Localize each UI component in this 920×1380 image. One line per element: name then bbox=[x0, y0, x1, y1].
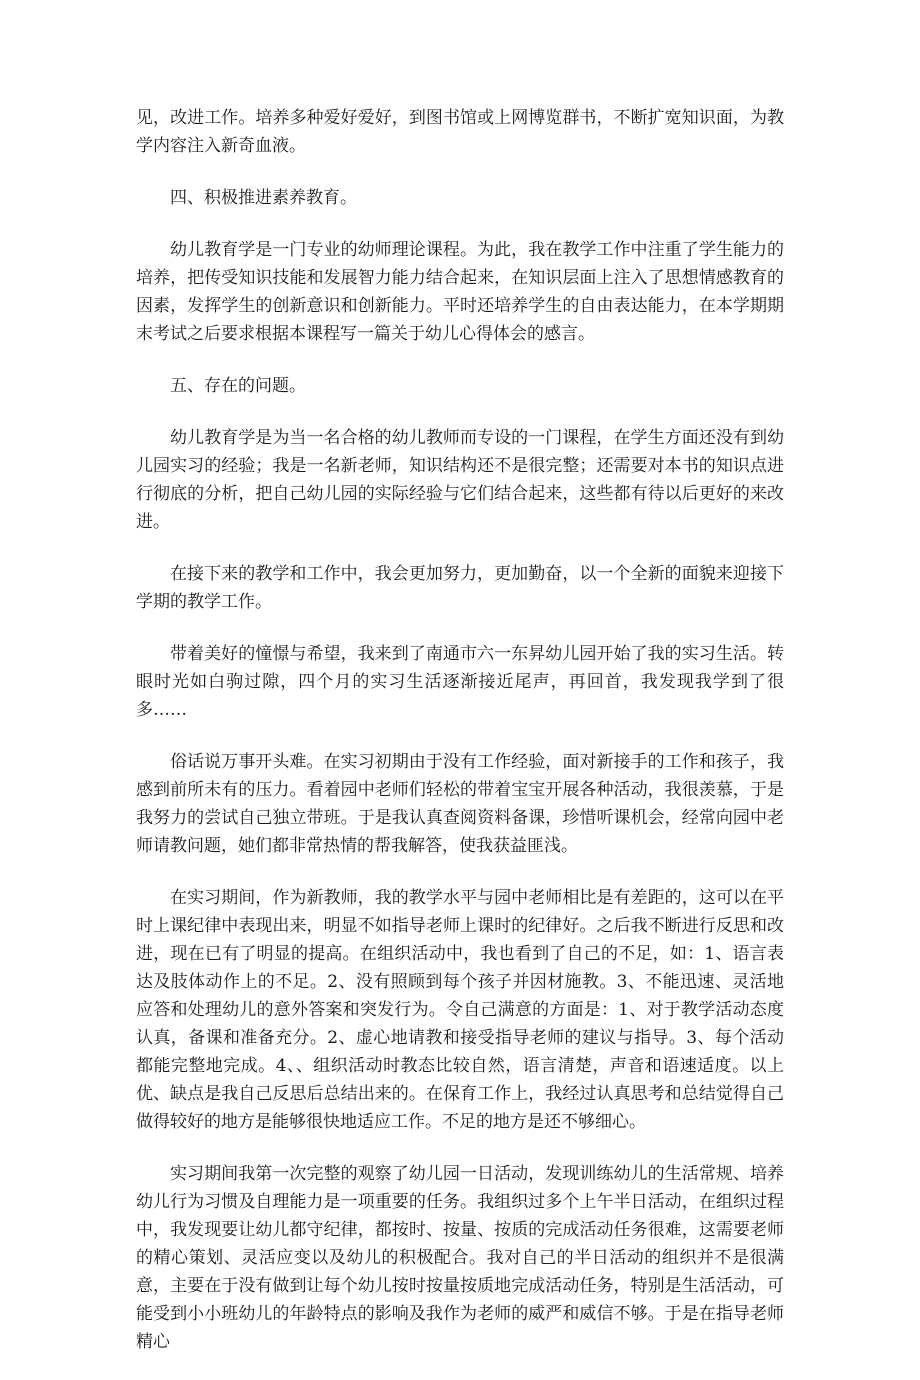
paragraph-continuation: 见，改进工作。培养多种爱好爱好，到图书馆或上网博览群书，不断扩宽知识面，为教学内容注入新奇血液。 bbox=[136, 108, 784, 156]
document-body bbox=[136, 104, 784, 1380]
paragraph-future-work: 在接下来的教学和工作中，我会更加努力，更加勤奋，以一个全新的面貌来迎接下学期的教学工作。 bbox=[136, 564, 784, 612]
paragraph-daily-activities: 实习期间我第一次完整的观察了幼儿园一日活动，发现训练幼儿的生活常规、培养幼儿行为习惯及自理能力是一项重要的任务。我组织过多个上午半日活动，在组织过程中，我发现要让幼儿都守纪律，都按时、按量、按质的完成活动任务很难，这需要老师的精心策划、灵活应变以及幼儿的积极配合。我对自己的半日活动的组织并不是很满意，主要在于没有做到让每个幼儿按时按量按质地完成活动任务，特别是生活活动，可能受到小小班幼儿的年龄特点的影响及我作为老师的威严和威信不够。于是在指导老师精心 bbox=[136, 1164, 784, 1352]
section-heading-5: 五、存在的问题。 bbox=[170, 376, 306, 396]
paragraph-ability-cultivation: 幼儿教育学是一门专业的幼师理论课程。为此，我在教学工作中注重了学生能力的培养，把传受知识技能和发展智力能力结合起来，在知识层面上注入了思想情感教育的因素，发挥学生的创新意识和创新能力。平时还培养学生的自由表达能力，在本学期期末考试之后要求根据本课程写一篇关于幼儿心得体会的感言。 bbox=[136, 240, 784, 344]
paragraph-internship-start: 带着美好的憧憬与希望，我来到了南通市六一东昇幼儿园开始了我的实习生活。转眼时光如白驹过隙，四个月的实习生活逐渐接近尾声，再回首，我发现我学到了很多…… bbox=[136, 644, 784, 720]
paragraph-teaching-reflection: 在实习期间，作为新教师，我的教学水平与园中老师相比是有差距的，这可以在平时上课纪律中表现出来，明显不如指导老师上课时的纪律好。之后我不断进行反思和改进，现在已有了明显的提高。在组织活动中，我也看到了自己的不足，如：1、语言表达及肢体动作上的不足。2、没有照顾到每个孩子并因材施教。3、不能迅速、灵活地应答和处理幼儿的意外答案和突发行为。令自己满意的方面是：1、对于教学活动态度认真，备课和准备充分。2、虚心地请教和接受指导老师的建议与指导。3、每个活动都能完整地完成。4、、组织活动时教态比较自然，语言清楚，声音和语速适度。以上优、缺点是我自己反思后总结出来的。在保育工作上，我经过认真思考和总结觉得自己做得较好的地方是能够很快地适应工作。不足的地方是还不够细心。 bbox=[136, 888, 784, 1132]
section-heading-4: 四、积极推进素养教育。 bbox=[170, 188, 357, 208]
paragraph-existing-problems: 幼儿教育学是为当一名合格的幼儿教师而专设的一门课程，在学生方面还没有到幼儿园实习的经验；我是一名新老师，知识结构还不是很完整；还需要对本书的知识点进行彻底的分析，把自己幼儿园的实际经验与它们结合起来，这些都有待以后更好的来改进。 bbox=[136, 428, 784, 532]
paragraph-beginning-difficulty: 俗话说万事开头难。在实习初期由于没有工作经验，面对新接手的工作和孩子，我感到前所未有的压力。看着园中老师们轻松的带着宝宝开展各种活动，我很羡慕，于是我努力的尝试自己独立带班。于是我认真查阅资料备课，珍惜听课机会，经常向园中老师请教问题，她们都非常热情的帮我解答，使我获益匪浅。 bbox=[136, 752, 784, 856]
